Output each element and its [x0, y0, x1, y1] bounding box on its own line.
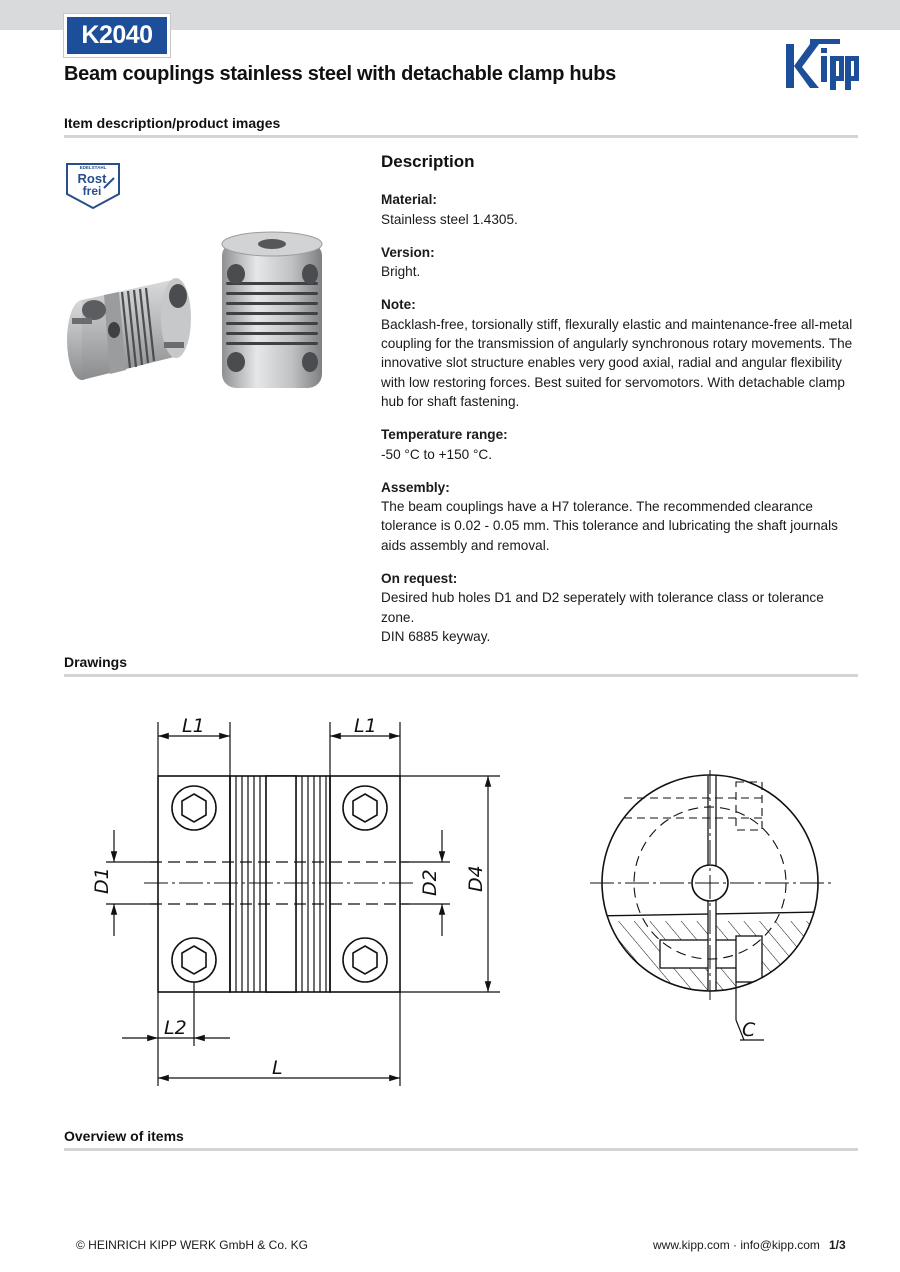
coupling-angled-photo: [67, 278, 191, 380]
onrequest-label: On request:: [381, 571, 458, 587]
dim-d1: D1: [91, 867, 113, 894]
badge-line2: frei: [82, 184, 102, 198]
section-rule: [64, 674, 858, 677]
footer-page-number: 1/3: [829, 1238, 846, 1252]
footer-copyright: © HEINRICH KIPP WERK GmbH & Co. KG: [76, 1238, 308, 1252]
temperature-value: -50 °C to +150 °C.: [381, 446, 492, 462]
side-view: [144, 776, 414, 992]
technical-drawing: [64, 690, 864, 1110]
onrequest-block: [381, 569, 859, 646]
note-block: [381, 295, 859, 411]
badge-line1: Rost: [77, 171, 107, 186]
dim-d4: D4: [465, 865, 487, 892]
material-block: [381, 190, 859, 229]
temperature-label: Temperature range:: [381, 427, 508, 443]
coupling-upright-photo: [222, 232, 322, 388]
material-label: Material:: [381, 192, 437, 208]
dim-d2: D2: [419, 869, 441, 896]
section-rule: [64, 1148, 858, 1151]
assembly-label: Assembly:: [381, 479, 450, 495]
dim-l1-left: L1: [182, 715, 205, 737]
temperature-block: [381, 425, 859, 464]
kipp-logo: [784, 36, 860, 92]
onrequest-line2: DIN 6885 keyway.: [381, 628, 491, 644]
dim-c: C: [742, 1019, 756, 1041]
product-code-badge: K2040: [64, 14, 170, 57]
description-block: [381, 152, 859, 660]
version-value: Bright.: [381, 264, 421, 280]
note-label: Note:: [381, 297, 416, 313]
assembly-block: [381, 478, 859, 555]
description-heading: Description: [381, 152, 475, 171]
dim-l: L: [272, 1057, 283, 1079]
material-value: Stainless steel 1.4305.: [381, 211, 518, 227]
rostfrei-badge: [64, 160, 122, 210]
section-overview: Overview of items: [64, 1128, 184, 1144]
version-label: Version:: [381, 244, 435, 260]
front-view: [590, 770, 834, 1040]
dim-l1-right: L1: [354, 715, 377, 737]
onrequest-line1: Desired hub holes D1 and D2 seperately with tolerance class or tolerance zone.: [381, 590, 824, 625]
assembly-value: The beam couplings have a H7 tolerance. The recommended clearance tolerance is 0.02 - 0.05 mm. This tolerance and lubricating the shaft journals aids assembly and removal.: [381, 499, 838, 553]
section-rule: [64, 135, 858, 138]
section-item-description: Item description/product images: [64, 115, 281, 131]
version-block: [381, 243, 859, 282]
dim-l2: L2: [164, 1017, 187, 1039]
section-drawings: Drawings: [64, 654, 128, 670]
footer-contact[interactable]: www.kipp.com · info@kipp.com: [653, 1238, 820, 1252]
product-photo: [64, 230, 330, 396]
badge-top-text: EDELSTAHL: [79, 165, 107, 170]
note-value: Backlash-free, torsionally stiff, flexurally elastic and maintenance-free all-metal coupling for the transmission of angularly synchronous rotary movements. The innovative slot structure enables very good axial, radial and angular flexibility with low restoring forces. Best suited for servomotors. With detachable clamp hub for shaft fastening.: [381, 316, 853, 409]
page-title: Beam couplings stainless steel with detachable clamp hubs: [64, 63, 616, 85]
